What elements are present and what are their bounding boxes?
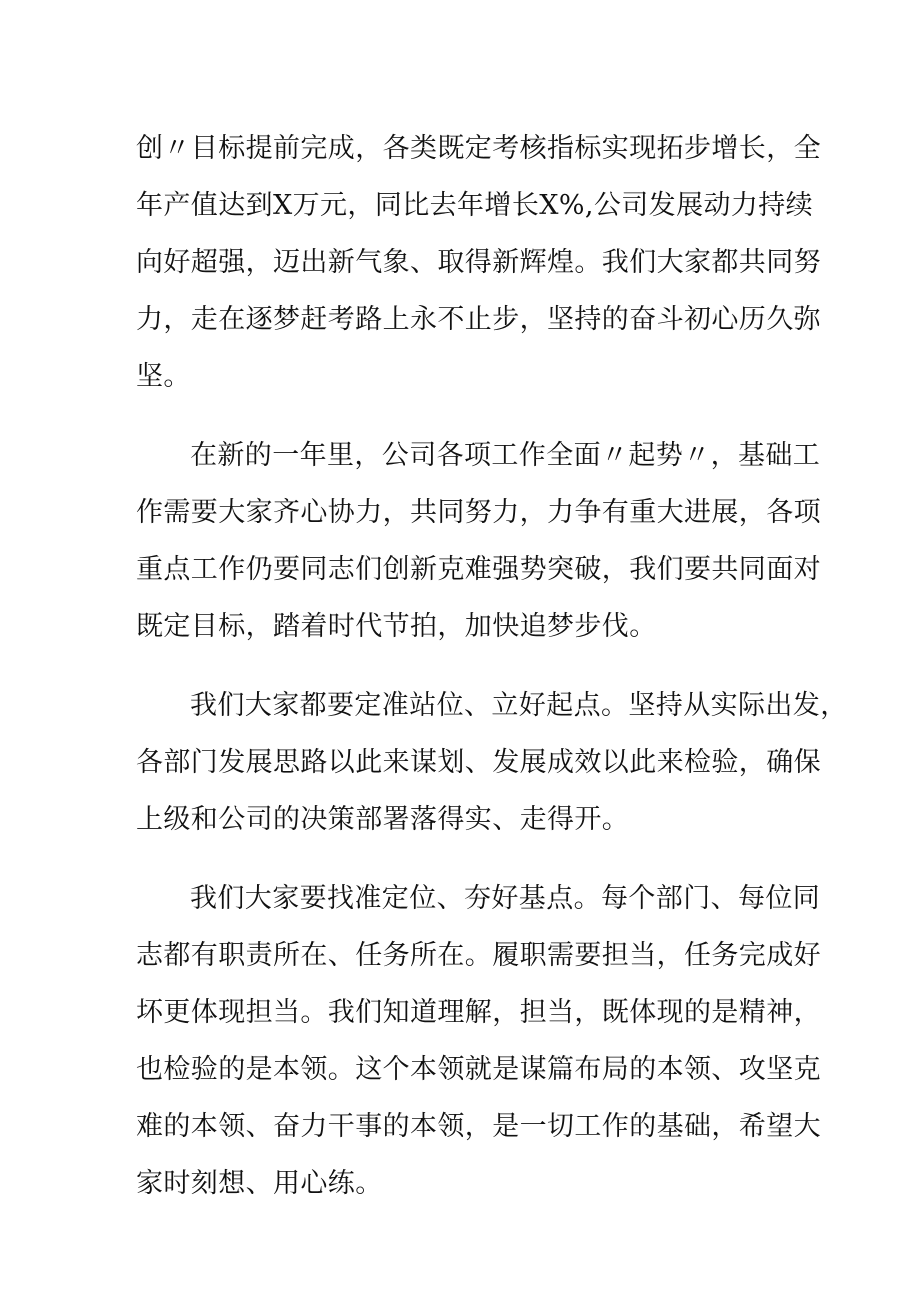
paragraph-4 xyxy=(136,870,821,1212)
paragraph-line: 坚。 xyxy=(136,361,191,392)
paragraph-line: 在新的一年里，公司各项工作全面〃起势〃，基础工 xyxy=(190,440,821,471)
paragraph-line: 向好超强，迈出新气象、取得新辉煌。我们大家都共同努 xyxy=(136,247,821,278)
paragraph-line: 上级和公司的决策部署落得实、走得开。 xyxy=(136,804,630,835)
paragraph-3 xyxy=(136,677,848,848)
document-body xyxy=(136,120,848,1234)
paragraph-line: 我们大家要找准定位、夯好基点。每个部门、每位同 xyxy=(190,883,821,914)
paragraph-line: 各部门发展思路以此来谋划、发展成效以此来检验，确保 xyxy=(136,747,821,778)
paragraph-line: 我们大家都要定准站位、立好起点。坚持从实际出发， xyxy=(190,690,848,721)
paragraph-line: 创〃目标提前完成，各类既定考核指标实现拓步增长，全 xyxy=(136,133,821,164)
paragraph-line: 难的本领、奋力干事的本领，是一切工作的基础，希望大 xyxy=(136,1111,821,1142)
paragraph-line: 坏更体现担当。我们知道理解，担当，既体现的是精神， xyxy=(136,997,821,1028)
paragraph-line: 也检验的是本领。这个本领就是谋篇布局的本领、攻坚克 xyxy=(136,1054,821,1085)
paragraph-line: 年产值达到X万元，同比去年增长X%,公司发展动力持续 xyxy=(136,190,814,221)
paragraph-line: 志都有职责所在、任务所在。履职需要担当，任务完成好 xyxy=(136,940,821,971)
paragraph-line: 家时刻想、用心练。 xyxy=(136,1168,383,1199)
paragraph-line: 力，走在逐梦赶考路上永不止步，坚持的奋斗初心历久弥 xyxy=(136,304,821,335)
paragraph-line: 既定目标，踏着时代节拍，加快追梦步伐。 xyxy=(136,611,657,642)
paragraph-1 xyxy=(136,120,821,405)
paragraph-line: 作需要大家齐心协力，共同努力，力争有重大进展，各项 xyxy=(136,497,821,528)
paragraph-2 xyxy=(136,427,821,655)
paragraph-line: 重点工作仍要同志们创新克难强势突破，我们要共同面对 xyxy=(136,554,821,585)
